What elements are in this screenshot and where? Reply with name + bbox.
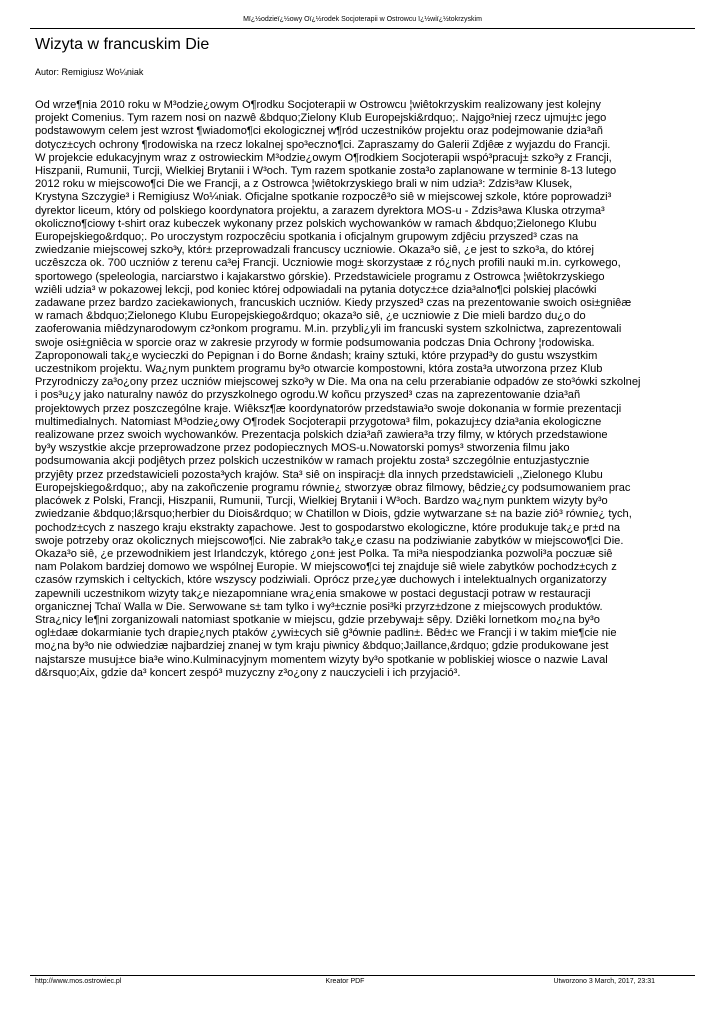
page-header: Mï¿½odzieï¿½owy Oï¿½rodek Socjoterapii w Ostrowcu ï¿½wiï¿½tokrzyskim xyxy=(243,16,482,23)
article-author: Autor: Remigiusz Wo¼niak xyxy=(35,67,144,77)
footer-url-link[interactable]: http://www.mos.ostrowiec.pl xyxy=(35,978,122,985)
footer-created-date: Utworzono 3 March, 2017, 23:31 xyxy=(553,978,655,985)
article-title: Wizyta w francuskim Die xyxy=(35,36,210,53)
header-divider xyxy=(30,28,695,29)
footer-generator: Kreator PDF xyxy=(325,978,365,985)
article-body: Od wrze¶nia 2010 roku w M³odzie¿owym O¶rodku Socjoterapii w Ostrowcu ¦wiêtokrzyskim realizowany jest kolejny projekt Comenius. Tym razem nosi on nazwê &bdquo;Zielony Klub Europejski&rdquo;. Najgo³niej rzecz ujmuj±c jego podstawowym celem jest wzrost ¶wiadomo¶ci ekologicznej w¶ród uczestników projektu oraz podejmowanie dzia³añ dotycz±cych ochrony ¶rodowiska na rzecz lokalnej spo³eczno¶ci. Zapraszamy do Galerii Zdjêæ z wyjazdu do Francji. W projekcie edukacyjnym wraz z ostrowieckim M³odzie¿owym O¶rodkiem Socjoterapii wspó³pracuj± szko³y z Francji, Hiszpanii, Rumunii, Turcji, Wielkiej Brytanii i W³och. Tym razem spotkanie zosta³o zaplanowane w terminie 8-13 lutego 2012 roku w miejscowo¶ci Die we Francji, a z Ostrowca ¦wiêtokrzyskiego brali w nim udzia³: Zdzis³aw Klusek, Krystyna Szczygie³ i Remigiusz Wo¼niak. Oficjalne spotkanie rozpoczê³o siê w miejscowej szkole, które poprowadzi³ dyrektor liceum, który od polskiego koordynatora projektu, a zarazem dyrektora MOS-u - Zdzis³awa Kluska otrzyma³ okoliczno¶ciowy t-shirt oraz kubeczek wykonany przez polskich wychowanków w ramach &bdquo;Zielonego Klubu Europejskiego&rdquo;. Po uroczystym rozpoczêciu spotkania i oficjalnym grupowym zdjêciu przyszed³ czas na zwiedzanie miejscowej szko³y, któr± przeprowadzali francuscy uczniowie. Okaza³o siê, ¿e jest to szko³a, do której uczêszcza ok. 700 uczniów z terenu ca³ej Francji. Uczniowie mog± skorzystaæ z ró¿nych profili nauki m.in. cyrkowego, sportowego (speleologia, narciarstwo i kajakarstwo górskie). Przedstawiciele programu z Ostrowca ¦wiêtokrzyskiego wziêli udzia³ w pokazowej lekcji, pod koniec której odpowiadali na pytania dotycz±ce dzia³alno¶ci polskiej placówki zadawane przez bardzo zaciekawionych, francuskich uczniów. Kiedy przyszed³ czas na prezentowanie swoich osi±gniêæ w ramach &bdquo;Zielonego Klubu Europejskiego&rdquo; okaza³o siê, ¿e uczniowie z Die mieli bardzo du¿o do zaoferowania miêdzynarodowym cz³onkom programu. M.in. przybli¿yli im francuski system szkolnictwa, zaprezentowali swoje osi±gniêcia w sporcie oraz w zakresie przyrody w formie podsumowania podczas Dnia Ochrony ¦rodowiska. Zaproponowali tak¿e wycieczki do Pepignan i do Borne &ndash; krainy sztuki, które przypad³y do gustu wszystkim uczestnikom projektu. Wa¿nym punktem programu by³o otwarcie kompostowni, która zosta³a utworzona przez Klub Przyrodniczy za³o¿ony przez uczniów miejscowej szko³y w Die. Ma ona na celu przerabianie odpadów ze sto³ówki szkolnej i pos³u¿y jako naturalny nawóz do przyszkolnego ogrodu.W koñcu przyszed³ czas na zaprezentowanie dzia³añ projektowych przez poszczególne kraje. Wiêksz¶æ koordynatorów przedstawia³o swoje dokonania w formie prezentacji multimedialnych. Natomiast M³odzie¿owy O¶rodek Socjoterapii przygotowa³ film, pokazuj±cy dzia³ania ekologiczne realizowane przez swoich wychowanków. Prezentacja polskich dzia³añ zawiera³a trzy filmy, w których przedstawione by³y wszystkie akcje przeprowadzone przez podopiecznych MOS-u.Nowatorski pomys³ stworzenia filmu jako podsumowania akcji podjêtych przez polskich uczestników w ramach projektu zosta³ szczególnie entuzjastycznie przyjêty przez przedstawicieli pozosta³ych krajów. Sta³ siê on inspiracj± dla innych przedstawicieli ,,Zielonego Klubu Europejskiego&rdquo;, aby na zakoñczenie programu równie¿ stworzyæ obraz filmowy, bêdzie¿cy podsumowaniem prac placówek z Polski, Francji, Hiszpanii, Rumunii, Turcji, Wielkiej Brytanii i W³och. Bardzo wa¿nym punktem wizyty by³o zwiedzanie &bdquo;l&rsquo;herbier du Diois&rdquo; w Chatillon w Diois, gdzie wytwarzane s± na bazie zió³ równie¿ tych, pochodz±cych z naszego kraju ekstrakty zapachowe. Jest to gospodarstwo ekologiczne, które produkuje tak¿e pr±d na swoje potrzeby oraz okolicznych miejscowo¶ci. Nie zabrak³o tak¿e czasu na podziwianie zabytków w miejscowo¶ci Die. Okaza³o siê, ¿e przewodnikiem jest Irlandczyk, którego ¿on± jest Polka. Ta mi³a niespodzianka pozwoli³a poczuæ siê nam Polakom bardziej domowo we wspólnej Europie. W miejscowo¶ci tej znajduje siê wiele zabytków pochodz±cych z czasów rzymskich i celtyckich, które wszyscy podziwiali. Oprócz prze¿yæ duchowych i intelektualnych organizatorzy zapewnili uczestnikom wizyty tak¿e niezapomniane wra¿enia smakowe w postaci degustacji potraw w restauracji organicznej Tchaï Walla w Die. Serwowane s± tam tylko i wy³±cznie posi³ki przyrz±dzone z miejscowych produktów. Stra¿nicy le¶ni zorganizowali natomiast spotkanie w miejscu, gdzie przebywaj± sêpy. Dziêki lornetkom mo¿na by³o ogl±daæ dokarmianie tych drapie¿nych ptaków ¿ywi±cych siê g³ównie padlin±. Bêd±c we Francji i w takim mie¶cie nie mo¿na by³o nie odwiedziæ najbardziej znanej w tym kraju piwnicy &bdquo;Jaillance,&rdquo; gdzie produkowane jest najstarsze musuj±ce bia³e wino.Kulminacyjnym momentem wizyty by³o spotkanie w pobliskiej wiosce o nazwie Laval d&rsquo;Aix, gdzie da³ koncert zespó³ muzyczny z³o¿ony z nauczycieli i ich przyjació³. xyxy=(35,99,641,679)
footer-divider xyxy=(30,975,695,976)
